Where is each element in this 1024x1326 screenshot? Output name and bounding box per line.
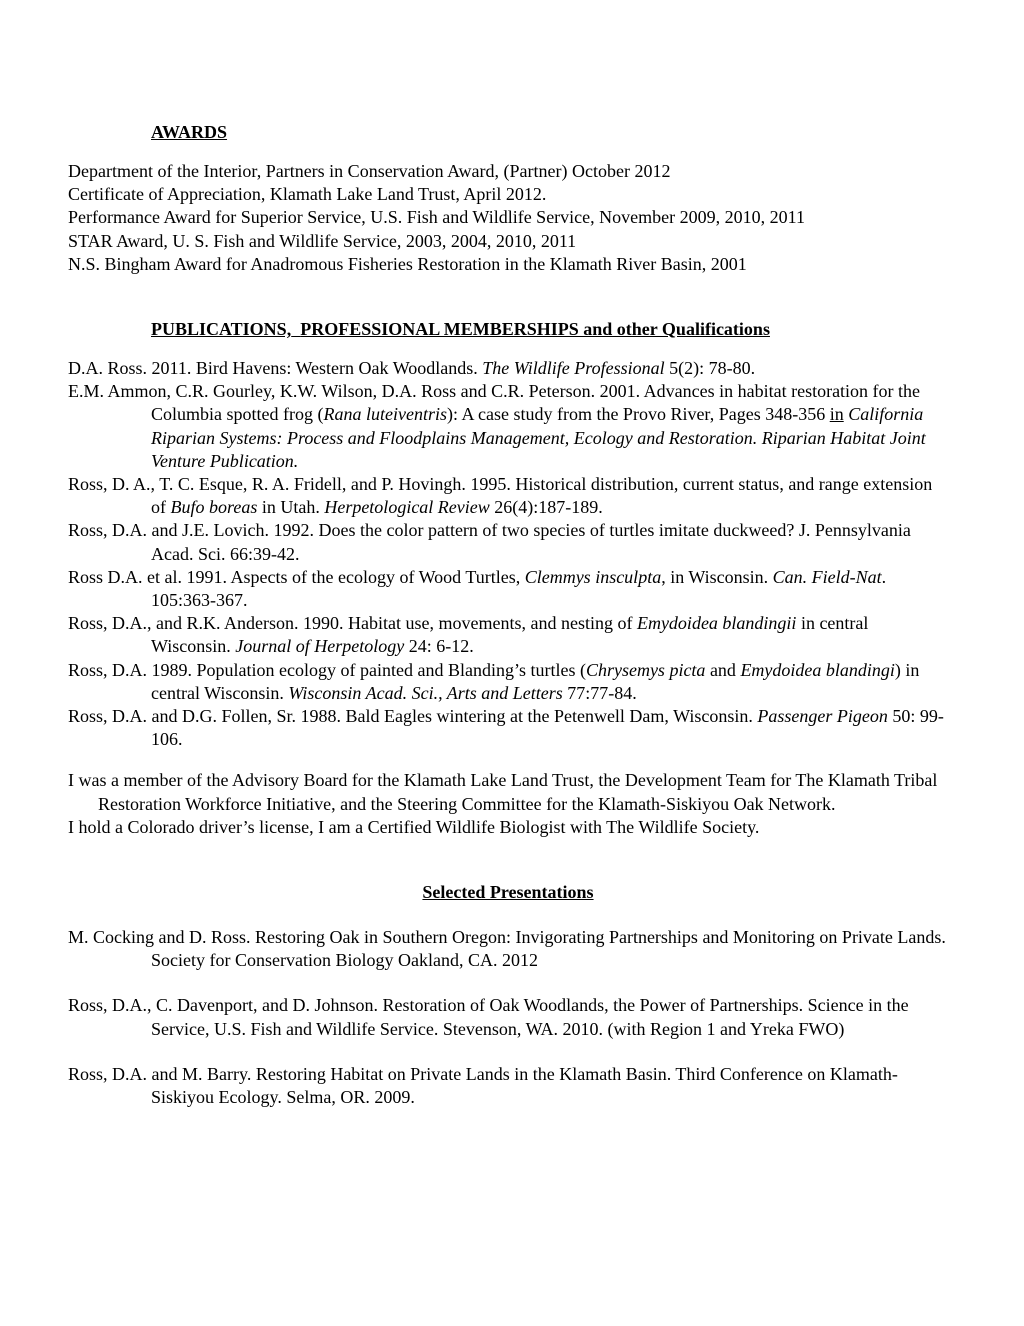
publications-heading	[68, 318, 948, 341]
publications-heading-part2: PROFESSIONAL MEMBERSHIPS and other Qualifications	[300, 319, 770, 340]
publications-heading-part1: PUBLICATIONS,	[151, 319, 292, 340]
presentation-entry: M. Cocking and D. Ross. Restoring Oak in Southern Oregon: Invigorating Partnerships and Monitoring on Private Lands. Society for Conservation Biology Oakland, CA. 2012	[68, 927, 946, 971]
publication-entry: D.A. Ross. 2011. Bird Havens: Western Oak Woodlands. The Wildlife Professional 5(2): 78-80.	[68, 358, 756, 379]
publication-entry: E.M. Ammon, C.R. Gourley, K.W. Wilson, D.A. Ross and C.R. Peterson. 2001. Advances in habitat restoration for the Columbia spotted frog (Rana luteiventris): A case study from the Provo River, Pages 348-356 in California Riparian Systems: Process and Floodplains Management, Ecology and Restoration. Riparian Habitat Joint Venture Publication.	[68, 381, 926, 471]
awards-list	[68, 160, 948, 276]
award-item: Certificate of Appreciation, Klamath Lake Land Trust, April 2012.	[68, 184, 547, 205]
award-item: Department of the Interior, Partners in Conservation Award, (Partner) October 2012	[68, 161, 671, 181]
presentations-list	[68, 926, 948, 1109]
presentation-entry: Ross, D.A. and M. Barry. Restoring Habitat on Private Lands in the Klamath Basin. Third Conference on Klamath-Siskiyou Ecology. Selma, OR. 2009.	[68, 1063, 898, 1108]
resume-page	[68, 121, 948, 1109]
publication-entry: Ross, D. A., T. C. Esque, R. A. Fridell, and P. Hovingh. 1995. Historical distribution, current status, and range extension of Bufo boreas in Utah. Herpetological Review 26(4):187-189.	[68, 474, 933, 518]
license-statement: I hold a Colorado driver’s license, I am a Certified Wildlife Biologist with The Wildlife Society.	[68, 816, 760, 837]
award-item: N.S. Bingham Award for Anadromous Fisheries Restoration in the Klamath River Basin, 2001	[68, 253, 747, 274]
publication-entry: Ross, D.A. and J.E. Lovich. 1992. Does the color pattern of two species of turtles imitate duckweed? J. Pennsylvania Acad. Sci. 66:39-42.	[68, 520, 911, 564]
presentation-entry: Ross, D.A., C. Davenport, and D. Johnson. Restoration of Oak Woodlands, the Power of Partnerships. Science in the Service, U.S. Fish and Wildlife Service. Stevenson, WA. 2010. (with Region 1 and Yreka FWO)	[68, 995, 909, 1039]
publications-list	[68, 357, 948, 751]
presentations-heading: Selected Presentations	[422, 882, 594, 903]
award-item: Performance Award for Superior Service, U.S. Fish and Wildlife Service, November 2009, 2010, 2011	[68, 207, 805, 228]
publication-entry: Ross, D.A. and D.G. Follen, Sr. 1988. Bald Eagles wintering at the Petenwell Dam, Wisconsin. Passenger Pigeon 50: 99-106.	[68, 706, 944, 750]
publication-entry: Ross, D.A. 1989. Population ecology of painted and Blanding’s turtles (Chrysemys picta and Emydoidea blandingi) in central Wisconsin. Wisconsin Acad. Sci., Arts and Letters 77:77-84.	[68, 659, 920, 703]
publication-entry: Ross D.A. et al. 1991. Aspects of the ecology of Wood Turtles, Clemmys insculpta, in Wisconsin. Can. Field-Nat. 105:363-367.	[68, 566, 887, 611]
membership-statement: I was a member of the Advisory Board for the Klamath Lake Land Trust, the Development Team for The Klamath Tribal Restoration Workforce Initiative, and the Steering Committee for the Klamath-Siskiyou Oak Network.	[68, 770, 938, 814]
awards-heading: AWARDS	[151, 122, 228, 142]
publication-entry: Ross, D.A., and R.K. Anderson. 1990. Habitat use, movements, and nesting of Emydoidea blandingii in central Wisconsin. Journal of Herpetology 24: 6-12.	[68, 613, 869, 657]
award-item: STAR Award, U. S. Fish and Wildlife Service, 2003, 2004, 2010, 2011	[68, 230, 577, 251]
